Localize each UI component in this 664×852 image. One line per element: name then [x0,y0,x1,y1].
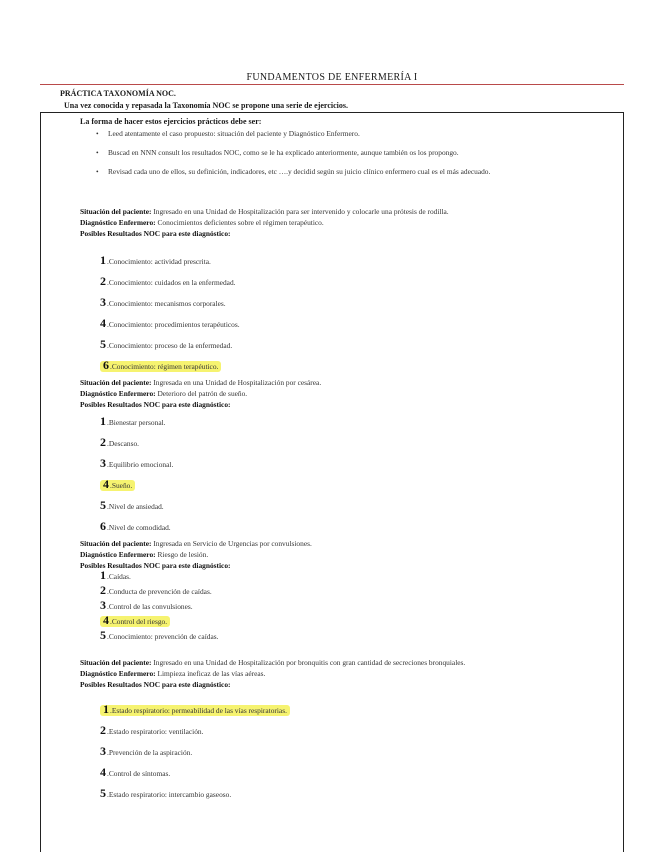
result-text-wrap [100,253,211,267]
result-text-wrap [100,498,164,512]
result-item [100,786,231,801]
instruction-text: Revisad cada uno de ellos, su definición, indicadores, etc ….y decidid según su juicio clínico enfermero cual es el más adecuado. [108,167,491,176]
practice-title: PRÁCTICA TAXONOMÍA NOC. [60,89,176,98]
result-text: Descanso. [108,439,140,448]
result-number-dot: . [107,769,109,778]
result-number: 5 [100,337,106,351]
situation-text: Ingresada en una Unidad de Hospitalización por cesárea. [153,378,322,387]
result-number-dot: . [110,481,112,490]
result-item [100,519,171,534]
instructions-title: La forma de hacer estos ejercicios prácticos debe ser: [80,117,262,126]
result-item [100,598,193,613]
highlighted-result [100,358,221,372]
highlighted-result [100,702,290,716]
result-number: 6 [100,519,106,533]
result-number: 1 [100,414,106,428]
diagnosis-label: Diagnóstico Enfermero: [80,550,156,559]
result-number-dot: . [107,341,109,350]
result-number-dot: . [107,278,109,287]
result-number: 2 [100,723,106,737]
case-1 [80,206,570,239]
result-number-dot: . [107,299,109,308]
situation-label: Situación del paciente: [80,378,152,387]
result-text: Nivel de comodidad. [108,523,171,532]
result-number-dot: . [107,748,109,757]
result-item [100,456,173,471]
result-text: Estado respiratorio: ventilación. [108,727,204,736]
case-2 [80,377,570,410]
result-text: Estado respiratorio: intercambio gaseoso. [108,790,232,799]
result-text: Sueño. [111,481,133,490]
result-number-dot: . [110,706,112,715]
result-text: Bienestar personal. [108,418,166,427]
result-text-wrap [100,765,171,779]
result-number: 4 [100,316,106,330]
result-number: 5 [100,498,106,512]
results-label: Posibles Resultados NOC para este diagnóstico: [80,680,231,689]
diagnosis-text: Limpieza ineficaz de las vías aéreas. [157,669,266,678]
result-text-wrap [100,316,240,330]
results-label: Posibles Resultados NOC para este diagnóstico: [80,561,231,570]
situation-text: Ingresada en Servicio de Urgencias por convulsiones. [153,539,312,548]
situation-label: Situación del paciente: [80,658,152,667]
result-number-dot: . [107,460,109,469]
highlighted-result [100,613,170,627]
result-number-dot: . [107,320,109,329]
diagnosis-label: Diagnóstico Enfermero: [80,218,156,227]
result-text-wrap [100,435,140,449]
result-text: Conocimiento: procedimientos terapéuticos. [108,320,240,329]
result-text-wrap [100,786,232,800]
bullet-icon: • [96,129,99,138]
result-number-dot: . [107,502,109,511]
result-text-wrap [100,744,193,758]
result-text: Conocimiento: mecanismos corporales. [108,299,226,308]
result-number: 5 [100,786,106,800]
page-header: FUNDAMENTOS DE ENFERMERÍA I [246,72,418,83]
result-item [100,498,164,513]
result-number-dot: . [107,439,109,448]
result-number-dot: . [110,617,112,626]
results-label: Posibles Resultados NOC para este diagnóstico: [80,229,231,238]
result-number: 4 [103,477,109,491]
results-label: Posibles Resultados NOC para este diagnóstico: [80,400,231,409]
instruction-item [96,146,571,160]
result-text: Conducta de prevención de caídas. [108,587,212,596]
result-text: Conocimiento: actividad prescrita. [108,257,211,266]
result-number-dot: . [107,790,109,799]
result-text: Conocimiento: cuidados en la enfermedad. [108,278,236,287]
result-text-wrap [100,568,131,582]
result-number: 2 [100,274,106,288]
case-3 [80,538,570,571]
result-number-dot: . [110,362,112,371]
result-text: Estado respiratorio: permeabilidad de las vías respiratorias. [111,706,287,715]
result-text-wrap [100,456,174,470]
result-text: Conocimiento: régimen terapéutico. [111,362,219,371]
result-item [100,568,131,583]
result-text-wrap [100,295,226,309]
instruction-item [96,165,571,179]
result-number: 2 [100,435,106,449]
result-text-wrap [100,628,219,642]
result-text-wrap [100,583,212,597]
result-number: 3 [100,295,106,309]
result-number-dot: . [107,418,109,427]
result-text-wrap [100,337,233,351]
result-text: Prevención de la aspiración. [108,748,193,757]
situation-label: Situación del paciente: [80,207,152,216]
result-text: Caídas. [108,572,131,581]
result-number: 1 [100,253,106,267]
result-number-dot: . [107,632,109,641]
result-text: Nivel de ansiedad. [108,502,164,511]
result-number-dot: . [107,523,109,532]
situation-label: Situación del paciente: [80,539,152,548]
result-number: 1 [100,568,106,582]
result-number-dot: . [107,572,109,581]
result-text: Control de las convulsiones. [108,602,193,611]
result-number: 3 [100,598,106,612]
result-number: 5 [100,628,106,642]
result-item [100,744,192,759]
result-number: 4 [100,765,106,779]
result-text-wrap [100,598,193,612]
result-text: Control del riesgo. [111,617,168,626]
result-item [100,702,290,717]
result-number: 3 [100,744,106,758]
result-item [100,435,139,450]
result-number: 1 [103,702,109,716]
diagnosis-text: Conocimientos deficientes sobre el régimen terapéutico. [157,218,324,227]
diagnosis-text: Riesgo de lesión. [157,550,209,559]
result-number: 3 [100,456,106,470]
result-text-wrap [100,274,236,288]
practice-intro: Una vez conocida y repasada la Taxonomía NOC se propone una serie de ejercicios. [64,101,348,110]
instructions-list [96,127,571,184]
result-item [100,316,240,331]
diagnosis-label: Diagnóstico Enfermero: [80,669,156,678]
result-text: Control de síntomas. [108,769,171,778]
result-text: Equilibrio emocional. [108,460,174,469]
result-text-wrap [100,519,171,533]
diagnosis-label: Diagnóstico Enfermero: [80,389,156,398]
result-item [100,337,232,352]
instruction-text: Buscad en NNN consult los resultados NOC, como se le ha explicado anteriormente, aunque también os los propongo. [108,148,459,157]
result-item [100,723,203,738]
situation-text: Ingresado en una Unidad de Hospitalización para ser intervenido y colocarle una prótesis de rodilla. [153,207,449,216]
result-item [100,583,212,598]
instruction-text: Leed atentamente el caso propuesto: situación del paciente y Diagnóstico Enfermero. [108,129,360,138]
result-item [100,295,226,310]
result-item [100,628,218,643]
instruction-item [96,127,571,141]
result-item [100,414,166,429]
result-text-wrap [100,723,204,737]
diagnosis-text: Deterioro del patrón de sueño. [157,389,248,398]
result-item [100,358,221,373]
result-number: 6 [103,358,109,372]
result-text-wrap [100,414,166,428]
result-number: 4 [103,613,109,627]
bullet-icon: • [96,167,99,176]
situation-text: Ingresado en una Unidad de Hospitalización por bronquitis con gran cantidad de secreciones bronquiales. [153,658,466,667]
result-text: Conocimiento: proceso de la enfermedad. [108,341,233,350]
header-rule [40,84,624,85]
result-number-dot: . [107,727,109,736]
bullet-icon: • [96,148,99,157]
highlighted-result [100,477,135,491]
result-item [100,613,170,628]
result-item [100,765,170,780]
result-item [100,253,211,268]
case-4 [80,657,570,690]
result-text: Conocimiento: prevención de caídas. [108,632,219,641]
result-number: 2 [100,583,106,597]
result-number-dot: . [107,257,109,266]
result-number-dot: . [107,587,109,596]
result-item [100,274,236,289]
result-item [100,477,135,492]
result-number-dot: . [107,602,109,611]
